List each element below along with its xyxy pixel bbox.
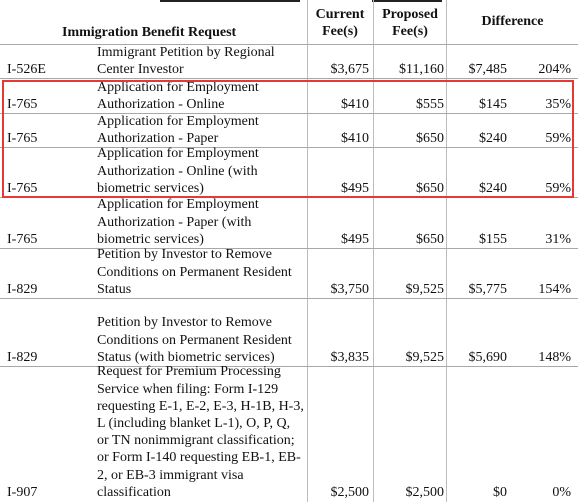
benefit-description: Application for Employment Authorization - Paper [97, 113, 259, 146]
form-number: I-907 [7, 485, 38, 500]
current-fee: $495 [341, 181, 369, 196]
percent-change: 204% [538, 62, 571, 77]
table-row [0, 249, 578, 299]
proposed-fee: $9,525 [405, 350, 444, 365]
benefit-description: Application for Employment Authorization - Online (with biometric services) [97, 146, 259, 196]
percent-change: 31% [545, 232, 571, 247]
proposed-fee: $650 [416, 131, 444, 146]
percent-change: 148% [538, 350, 571, 365]
current-fee: $3,675 [330, 62, 369, 77]
table-row [0, 79, 578, 114]
form-number: I-765 [7, 181, 38, 196]
proposed-fee: $650 [416, 181, 444, 196]
fee-difference: $0 [493, 485, 507, 500]
fee-difference: $7,485 [468, 62, 507, 77]
current-fee: $3,835 [330, 350, 369, 365]
form-number: I-765 [7, 131, 38, 146]
table-row [0, 148, 578, 198]
form-number: I-765 [7, 97, 38, 112]
form-number: I-526E [7, 62, 46, 77]
current-fee: $410 [341, 97, 369, 112]
table-row [0, 299, 578, 367]
header-row [0, 0, 578, 45]
header-current-fee: Current Fee(s) [315, 7, 365, 39]
percent-change: 59% [545, 181, 571, 196]
benefit-description: Immigrant Petition by Regional Center Investor [97, 44, 275, 77]
form-number: I-829 [7, 282, 38, 297]
table-row [0, 114, 578, 148]
current-fee: $410 [341, 131, 369, 146]
benefit-description: Application for Employment Authorization - Paper (with biometric services) [97, 197, 259, 247]
form-number: I-829 [7, 350, 38, 365]
table-row [0, 198, 578, 249]
current-fee: $2,500 [330, 485, 369, 500]
form-number: I-765 [7, 232, 38, 247]
benefit-description: Application for Employment Authorization - Online [97, 79, 259, 112]
fee-difference: $240 [479, 131, 507, 146]
current-fee: $495 [341, 232, 369, 247]
fee-difference: $240 [479, 181, 507, 196]
current-fee: $3,750 [330, 282, 369, 297]
percent-change: 59% [545, 131, 571, 146]
benefit-description: Request for Premium Processing Service when filing: Form I-129 requesting E-1, E-2, E-3, H-1B, H-3, L (including blanket L-1), O, P, Q, or TN nonimmigrant classification; or Form I-140 requesting EB-1, EB-2, or EB-3 immigrant visa classification [97, 364, 304, 500]
proposed-fee: $650 [416, 232, 444, 247]
proposed-fee: $9,525 [405, 282, 444, 297]
proposed-fee: $2,500 [405, 485, 444, 500]
fee-difference: $5,775 [468, 282, 507, 297]
fee-difference: $145 [479, 97, 507, 112]
table-row [0, 45, 578, 79]
proposed-fee: $555 [416, 97, 444, 112]
header-difference: Difference [481, 14, 544, 29]
benefit-description: Petition by Investor to Remove Conditions on Permanent Resident Status [97, 247, 292, 297]
percent-change: 0% [552, 485, 571, 500]
header-proposed-fee: Proposed Fee(s) [382, 7, 438, 39]
table-row [0, 364, 578, 502]
percent-change: 154% [538, 282, 571, 297]
fee-difference: $155 [479, 232, 507, 247]
percent-change: 35% [545, 97, 571, 112]
header-benefit: Immigration Benefit Request [62, 25, 237, 40]
proposed-fee: $11,160 [399, 62, 444, 77]
fee-difference: $5,690 [468, 350, 507, 365]
benefit-description: Petition by Investor to Remove Conditions on Permanent Resident Status (with biometric services) [97, 315, 292, 365]
